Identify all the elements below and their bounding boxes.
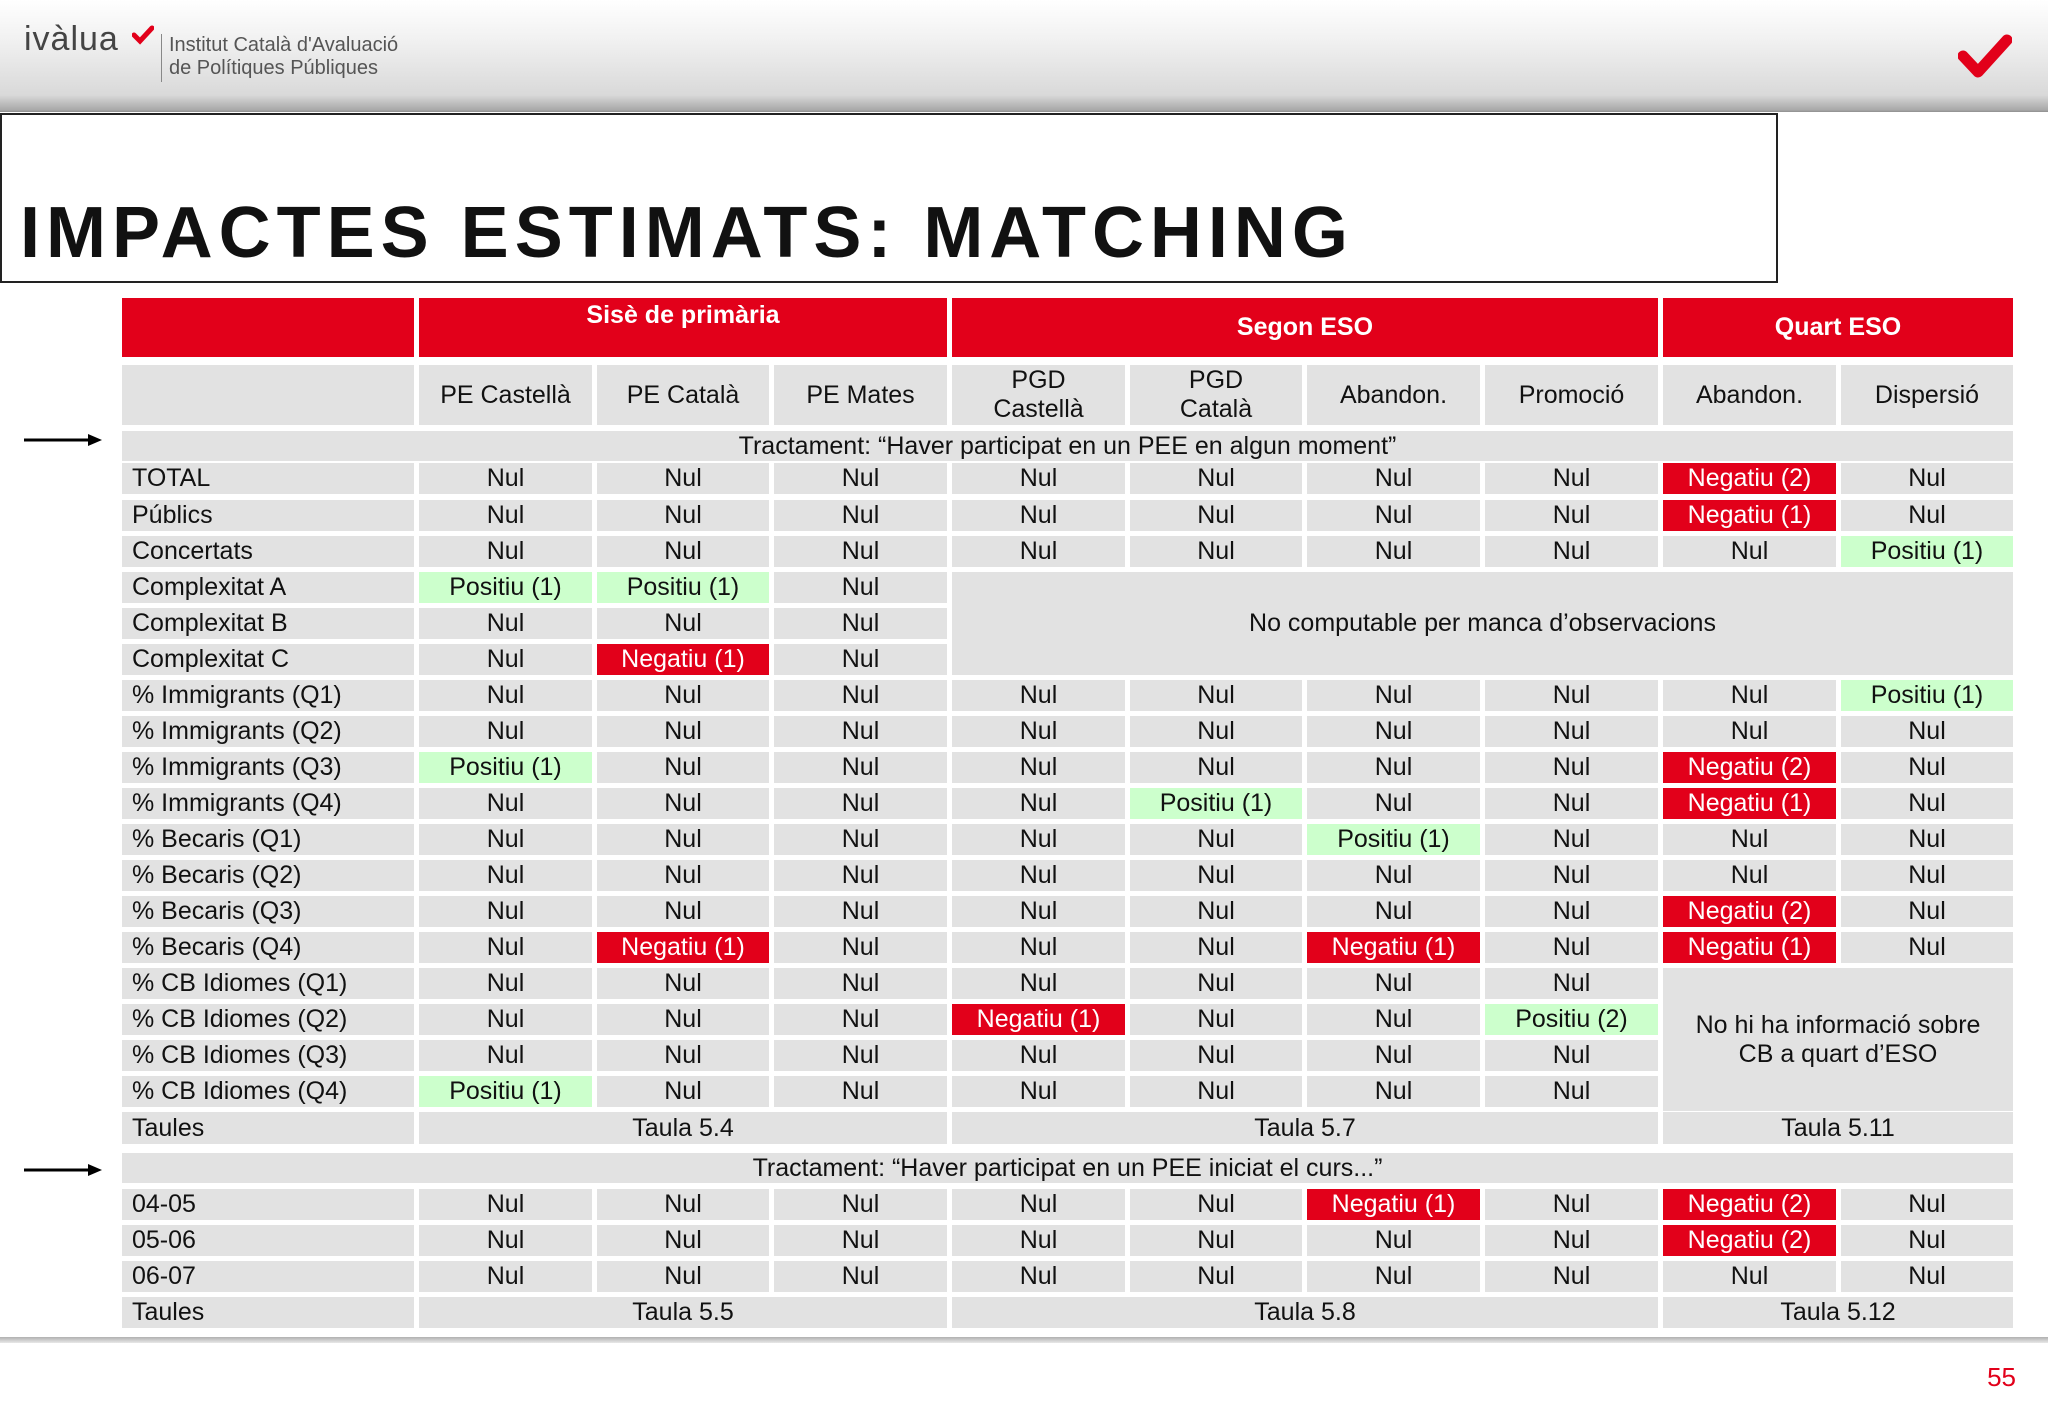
group-header-blank bbox=[122, 298, 414, 357]
table-cell: Positiu (1) bbox=[1307, 824, 1480, 855]
column-header: PE Castellà bbox=[419, 365, 592, 425]
table-cell: Nul bbox=[1841, 788, 2013, 819]
table-cell: Nul bbox=[1841, 860, 2013, 891]
table-cell: Nul bbox=[952, 1076, 1125, 1107]
table-cell: Nul bbox=[597, 680, 769, 711]
section-title: Tractament: “Haver participat en un PEE en algun moment” bbox=[122, 431, 2013, 461]
table-cell: Nul bbox=[1130, 1040, 1302, 1071]
table-cell: Nul bbox=[1485, 932, 1658, 963]
table-cell: Nul bbox=[1663, 536, 1836, 567]
table-cell: Negatiu (1) bbox=[597, 932, 769, 963]
table-cell: Nul bbox=[1485, 824, 1658, 855]
row-label: % Becaris (Q4) bbox=[122, 932, 414, 963]
row-label: % Immigrants (Q3) bbox=[122, 752, 414, 783]
table-cell: Nul bbox=[597, 1225, 769, 1256]
table-cell: Nul bbox=[952, 716, 1125, 747]
table-cell: Nul bbox=[597, 500, 769, 531]
institute-name-line2: de Polítiques Públiques bbox=[169, 57, 379, 79]
table-cell: Nul bbox=[1307, 463, 1480, 494]
column-header: Promoció bbox=[1485, 365, 1658, 425]
table-cell: Nul bbox=[419, 536, 592, 567]
row-label: % Becaris (Q1) bbox=[122, 824, 414, 855]
table-cell: Nul bbox=[419, 716, 592, 747]
row-label: TOTAL bbox=[122, 463, 414, 494]
table-cell: Nul bbox=[1130, 932, 1302, 963]
table-cell: Negatiu (1) bbox=[1307, 932, 1480, 963]
table-cell: Nul bbox=[1130, 716, 1302, 747]
row-label: 06-07 bbox=[122, 1261, 414, 1292]
table-cell: Nul bbox=[1841, 752, 2013, 783]
table-cell: Nul bbox=[774, 1040, 947, 1071]
table-cell: Nul bbox=[952, 860, 1125, 891]
table-cell: Nul bbox=[419, 932, 592, 963]
table-cell: Nul bbox=[1307, 896, 1480, 927]
table-cell: Nul bbox=[597, 463, 769, 494]
table-cell: Nul bbox=[419, 680, 592, 711]
table-cell: Nul bbox=[1130, 536, 1302, 567]
table-cell: Nul bbox=[419, 500, 592, 531]
table-cell: Nul bbox=[1307, 500, 1480, 531]
table-cell: Nul bbox=[952, 896, 1125, 927]
table-cell: Nul bbox=[1663, 680, 1836, 711]
merged-note-no-info: No hi ha informació sobre CB a quart d’ESO bbox=[1663, 968, 2013, 1111]
table-cell: Negatiu (1) bbox=[1663, 500, 1836, 531]
table-cell: Nul bbox=[774, 716, 947, 747]
table-cell: Nul bbox=[1130, 860, 1302, 891]
table-cell: Nul bbox=[1841, 463, 2013, 494]
table-cell: Nul bbox=[1307, 1076, 1480, 1107]
table-cell: Nul bbox=[1485, 536, 1658, 567]
table-cell: Nul bbox=[774, 824, 947, 855]
row-label: 04-05 bbox=[122, 1189, 414, 1220]
table-cell: Negatiu (2) bbox=[1663, 463, 1836, 494]
row-label: % Immigrants (Q2) bbox=[122, 716, 414, 747]
table-cell: Nul bbox=[774, 788, 947, 819]
table-cell: Positiu (1) bbox=[1841, 536, 2013, 567]
table-cell: Nul bbox=[597, 1076, 769, 1107]
table-cell: Nul bbox=[774, 500, 947, 531]
row-label: % Immigrants (Q4) bbox=[122, 788, 414, 819]
table-cell: Nul bbox=[1663, 1261, 1836, 1292]
table-cell: Nul bbox=[1663, 824, 1836, 855]
row-label: Complexitat B bbox=[122, 608, 414, 639]
table-cell: Nul bbox=[774, 1004, 947, 1035]
table-cell: Nul bbox=[1841, 824, 2013, 855]
table-cell: Nul bbox=[1485, 1040, 1658, 1071]
table-cell: Nul bbox=[419, 968, 592, 999]
table-cell: Nul bbox=[952, 1040, 1125, 1071]
page-title: IMPACTES ESTIMATS: MATCHING bbox=[20, 193, 1354, 273]
column-header-blank bbox=[122, 365, 414, 425]
table-cell: Nul bbox=[774, 572, 947, 603]
table-cell: Positiu (2) bbox=[1485, 1004, 1658, 1035]
table-cell: Nul bbox=[597, 752, 769, 783]
table-cell: Nul bbox=[419, 463, 592, 494]
table-cell: Nul bbox=[1307, 788, 1480, 819]
table-cell: Nul bbox=[1307, 752, 1480, 783]
table-cell: Nul bbox=[1130, 500, 1302, 531]
table-cell: Nul bbox=[597, 716, 769, 747]
table-cell: Nul bbox=[1841, 500, 2013, 531]
table-cell: Nul bbox=[1307, 968, 1480, 999]
table-cell: Nul bbox=[774, 644, 947, 675]
table-cell: Nul bbox=[419, 644, 592, 675]
table-cell: Nul bbox=[597, 968, 769, 999]
logo-check-icon bbox=[132, 24, 154, 46]
table-cell: Negatiu (2) bbox=[1663, 1225, 1836, 1256]
row-label: % CB Idiomes (Q2) bbox=[122, 1004, 414, 1035]
table-cell: Negatiu (1) bbox=[1663, 788, 1836, 819]
column-header: Abandon. bbox=[1307, 365, 1480, 425]
table-cell: Nul bbox=[1307, 1261, 1480, 1292]
table-cell: Nul bbox=[774, 1225, 947, 1256]
top-header-bar bbox=[0, 0, 2048, 112]
row-label: Taules bbox=[122, 1112, 414, 1144]
table-cell: Nul bbox=[952, 463, 1125, 494]
table-cell: Nul bbox=[1307, 1225, 1480, 1256]
table-cell: Nul bbox=[597, 536, 769, 567]
brand-check-icon bbox=[1958, 34, 2012, 80]
table-cell: Nul bbox=[597, 824, 769, 855]
table-cell: Nul bbox=[597, 1189, 769, 1220]
merged-note-no-computable: No computable per manca d’observacions bbox=[952, 572, 2013, 675]
table-cell: Nul bbox=[1307, 716, 1480, 747]
table-cell: Nul bbox=[1307, 1004, 1480, 1035]
table-reference: Taula 5.12 bbox=[1663, 1297, 2013, 1328]
column-header: Abandon. bbox=[1663, 365, 1836, 425]
table-cell: Nul bbox=[1663, 860, 1836, 891]
row-label: % CB Idiomes (Q4) bbox=[122, 1076, 414, 1107]
table-cell: Negatiu (2) bbox=[1663, 752, 1836, 783]
table-cell: Positiu (1) bbox=[419, 752, 592, 783]
table-cell: Nul bbox=[597, 896, 769, 927]
table-cell: Nul bbox=[774, 860, 947, 891]
table-cell: Nul bbox=[597, 860, 769, 891]
table-cell: Nul bbox=[952, 680, 1125, 711]
table-cell: Negatiu (1) bbox=[1663, 932, 1836, 963]
table-cell: Nul bbox=[1485, 968, 1658, 999]
group-header-sise-primaria: Sisè de primària bbox=[419, 298, 947, 357]
institute-name bbox=[169, 34, 398, 80]
table-cell: Positiu (1) bbox=[597, 572, 769, 603]
table-cell: Nul bbox=[1130, 896, 1302, 927]
table-cell: Nul bbox=[1485, 1076, 1658, 1107]
row-label: Taules bbox=[122, 1297, 414, 1328]
table-cell: Nul bbox=[774, 463, 947, 494]
table-cell: Negatiu (1) bbox=[597, 644, 769, 675]
table-cell: Nul bbox=[1130, 1004, 1302, 1035]
row-label: 05-06 bbox=[122, 1225, 414, 1256]
table-cell: Nul bbox=[1841, 932, 2013, 963]
table-cell: Nul bbox=[774, 536, 947, 567]
table-cell: Nul bbox=[1485, 680, 1658, 711]
table-cell: Nul bbox=[1130, 680, 1302, 711]
row-label: % Becaris (Q3) bbox=[122, 896, 414, 927]
institute-name-line1: Institut Català d'Avaluació bbox=[169, 34, 399, 56]
table-cell: Nul bbox=[774, 932, 947, 963]
table-cell: Nul bbox=[1841, 716, 2013, 747]
table-cell: Nul bbox=[419, 1004, 592, 1035]
table-cell: Nul bbox=[1307, 1040, 1480, 1071]
logo-separator bbox=[161, 34, 162, 82]
page-number: 55 bbox=[1987, 1362, 2016, 1392]
column-header: PE Mates bbox=[774, 365, 947, 425]
table-reference: Taula 5.11 bbox=[1663, 1112, 2013, 1144]
column-header: PE Català bbox=[597, 365, 769, 425]
table-cell: Nul bbox=[419, 1261, 592, 1292]
table-cell: Nul bbox=[1841, 1225, 2013, 1256]
table-cell: Nul bbox=[419, 1189, 592, 1220]
logo-wordmark: ivàlua bbox=[24, 20, 119, 58]
table-cell: Nul bbox=[952, 1225, 1125, 1256]
group-header-quart-eso: Quart ESO bbox=[1663, 298, 2013, 357]
table-cell: Positiu (1) bbox=[419, 1076, 592, 1107]
table-cell: Nul bbox=[1130, 1261, 1302, 1292]
table-cell: Nul bbox=[774, 968, 947, 999]
table-cell: Nul bbox=[952, 932, 1125, 963]
table-cell: Nul bbox=[1485, 860, 1658, 891]
table-cell: Nul bbox=[1485, 896, 1658, 927]
table-cell: Nul bbox=[1130, 752, 1302, 783]
table-cell: Nul bbox=[1307, 860, 1480, 891]
table-cell: Nul bbox=[1130, 1076, 1302, 1107]
table-cell: Nul bbox=[1485, 1189, 1658, 1220]
row-label: Complexitat A bbox=[122, 572, 414, 603]
table-cell: Nul bbox=[952, 500, 1125, 531]
table-cell: Nul bbox=[597, 608, 769, 639]
table-cell: Positiu (1) bbox=[419, 572, 592, 603]
table-cell: Nul bbox=[1130, 1189, 1302, 1220]
table-reference: Taula 5.8 bbox=[952, 1297, 1658, 1328]
table-cell: Nul bbox=[774, 1261, 947, 1292]
table-cell: Nul bbox=[597, 1261, 769, 1292]
section-title: Tractament: “Haver participat en un PEE iniciat el curs...” bbox=[122, 1153, 2013, 1183]
table-cell: Nul bbox=[1841, 896, 2013, 927]
table-cell: Nul bbox=[774, 1076, 947, 1107]
table-cell: Nul bbox=[774, 1189, 947, 1220]
table-cell: Nul bbox=[419, 824, 592, 855]
table-cell: Nul bbox=[1485, 1225, 1658, 1256]
table-cell: Nul bbox=[1307, 680, 1480, 711]
table-cell: Nul bbox=[774, 608, 947, 639]
table-cell: Negatiu (1) bbox=[1307, 1189, 1480, 1220]
table-cell: Negatiu (1) bbox=[952, 1004, 1125, 1035]
table-cell: Nul bbox=[419, 1040, 592, 1071]
table-cell: Nul bbox=[1841, 1261, 2013, 1292]
table-cell: Nul bbox=[1130, 1225, 1302, 1256]
table-cell: Nul bbox=[1485, 716, 1658, 747]
table-cell: Nul bbox=[1130, 968, 1302, 999]
row-label: % CB Idiomes (Q1) bbox=[122, 968, 414, 999]
row-label: % Immigrants (Q1) bbox=[122, 680, 414, 711]
table-cell: Negatiu (2) bbox=[1663, 1189, 1836, 1220]
table-cell: Nul bbox=[1130, 463, 1302, 494]
table-cell: Nul bbox=[774, 752, 947, 783]
table-cell: Nul bbox=[1130, 824, 1302, 855]
table-cell: Nul bbox=[419, 788, 592, 819]
table-cell: Nul bbox=[774, 680, 947, 711]
table-cell: Nul bbox=[1307, 536, 1480, 567]
table-cell: Nul bbox=[1485, 1261, 1658, 1292]
table-cell: Positiu (1) bbox=[1130, 788, 1302, 819]
table-cell: Nul bbox=[952, 752, 1125, 783]
column-header: Dispersió bbox=[1841, 365, 2013, 425]
table-cell: Nul bbox=[1841, 1189, 2013, 1220]
column-header: PGD Català bbox=[1130, 365, 1302, 425]
table-cell: Nul bbox=[952, 536, 1125, 567]
table-cell: Nul bbox=[952, 788, 1125, 819]
table-reference: Taula 5.4 bbox=[419, 1112, 947, 1144]
group-header-segon-eso: Segon ESO bbox=[952, 298, 1658, 357]
column-header: PGD Castellà bbox=[952, 365, 1125, 425]
table-cell: Nul bbox=[597, 1040, 769, 1071]
table-cell: Nul bbox=[419, 1225, 592, 1256]
row-label: Complexitat C bbox=[122, 644, 414, 675]
table-cell: Nul bbox=[1485, 500, 1658, 531]
table-cell: Nul bbox=[1663, 716, 1836, 747]
row-label: % Becaris (Q2) bbox=[122, 860, 414, 891]
table-cell: Nul bbox=[419, 608, 592, 639]
arrow-right-icon bbox=[24, 1163, 102, 1177]
row-label: Públics bbox=[122, 500, 414, 531]
table-cell: Nul bbox=[952, 1261, 1125, 1292]
table-cell: Nul bbox=[1485, 752, 1658, 783]
table-cell: Negatiu (2) bbox=[1663, 896, 1836, 927]
footer-divider bbox=[0, 1337, 2048, 1343]
table-cell: Positiu (1) bbox=[1841, 680, 2013, 711]
table-cell: Nul bbox=[774, 896, 947, 927]
arrow-right-icon bbox=[24, 433, 102, 447]
table-cell: Nul bbox=[597, 788, 769, 819]
row-label: % CB Idiomes (Q3) bbox=[122, 1040, 414, 1071]
table-reference: Taula 5.5 bbox=[419, 1297, 947, 1328]
table-cell: Nul bbox=[419, 896, 592, 927]
table-cell: Nul bbox=[597, 1004, 769, 1035]
table-cell: Nul bbox=[952, 1189, 1125, 1220]
table-reference: Taula 5.7 bbox=[952, 1112, 1658, 1144]
table-cell: Nul bbox=[1485, 788, 1658, 819]
row-label: Concertats bbox=[122, 536, 414, 567]
table-cell: Nul bbox=[952, 824, 1125, 855]
table-cell: Nul bbox=[419, 860, 592, 891]
table-cell: Nul bbox=[1485, 463, 1658, 494]
table-cell: Nul bbox=[952, 968, 1125, 999]
